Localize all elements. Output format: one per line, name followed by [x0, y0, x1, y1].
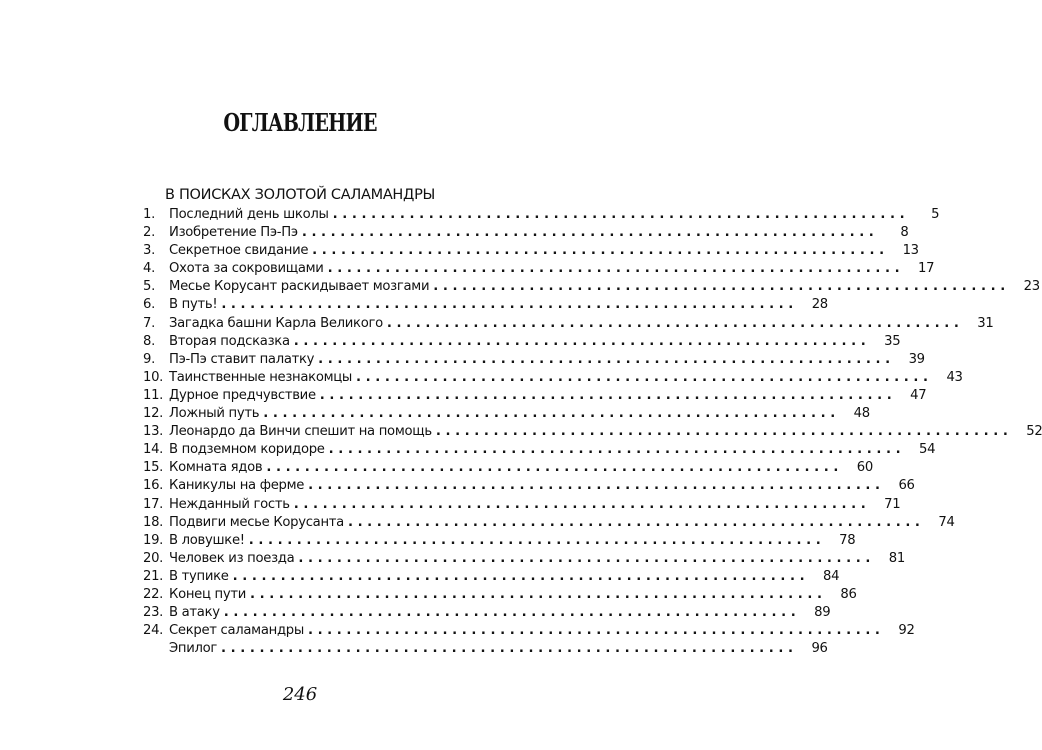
chapter-page: 17 — [918, 261, 935, 277]
toc-entry[interactable] — [143, 478, 915, 496]
toc-entry[interactable] — [143, 207, 940, 225]
chapter-number: 13. — [143, 424, 164, 440]
dot-leader: ............................................................ — [308, 478, 885, 494]
dot-leader: ............................................................ — [293, 496, 871, 512]
dot-leader: ............................................................ — [301, 225, 879, 241]
dot-leader: ............................................................ — [318, 351, 895, 367]
chapter-title: В путь! — [169, 297, 218, 313]
chapter-page: 28 — [811, 297, 828, 313]
chapter-title: Вторая подсказка — [169, 333, 290, 349]
toc-entry[interactable] — [143, 315, 994, 334]
chapter-title: Леонардо да Винчи спешит на помощь — [169, 424, 432, 440]
chapter-number: 14. — [143, 442, 164, 458]
chapter-number: 2. — [143, 225, 155, 241]
chapter-page: 86 — [840, 586, 857, 602]
book-part-title: В ПОИСКАХ ЗОЛОТОЙ САЛАМАНДРЫ — [164, 187, 436, 203]
chapter-number: 19. — [143, 532, 164, 548]
chapter-title: Пэ-Пэ ставит палатку — [169, 351, 315, 367]
chapter-number: 5. — [143, 279, 155, 295]
chapter-number: 15. — [143, 460, 164, 476]
dot-leader: ............................................................ — [248, 532, 826, 548]
dot-leader: ............................................................ — [435, 424, 1013, 440]
chapter-title: Дурное предчувствие — [169, 387, 316, 403]
toc-entry[interactable] — [143, 333, 901, 352]
chapter-number: 20. — [143, 550, 164, 566]
toc-entry[interactable] — [143, 496, 901, 515]
chapter-title: Ложный путь — [169, 406, 260, 422]
chapter-title: Загадка башни Карла Великого — [169, 315, 383, 331]
dot-leader: ............................................................ — [347, 514, 925, 530]
dot-leader: ............................................................ — [312, 243, 889, 259]
toc-entry[interactable] — [143, 297, 828, 315]
chapter-page: 81 — [888, 550, 905, 566]
dot-leader: ............................................................ — [266, 460, 843, 476]
toc-entry[interactable] — [143, 406, 870, 424]
chapter-number: 1. — [143, 207, 155, 222]
chapter-page: 47 — [910, 387, 927, 403]
chapter-title: Каникулы на ферме — [169, 478, 305, 494]
toc-entry[interactable] — [143, 532, 856, 551]
chapter-page: 35 — [884, 333, 901, 349]
chapter-number: 6. — [143, 297, 155, 313]
toc-title: ОГЛАВЛЕНИЕ — [223, 108, 377, 137]
chapter-title: Последний день школы — [169, 207, 329, 222]
dot-leader: ............................................................ — [327, 261, 905, 277]
chapter-title: В ловушке! — [169, 532, 245, 548]
chapter-page: 89 — [814, 605, 831, 621]
dot-leader: ............................................................ — [386, 315, 964, 331]
chapter-page: 74 — [938, 514, 955, 530]
chapter-title: Таинственные незнакомцы — [169, 369, 353, 385]
chapter-page: 48 — [853, 406, 870, 422]
toc-entry[interactable] — [143, 623, 915, 641]
dot-leader: ............................................................ — [356, 369, 933, 385]
chapter-number: 16. — [143, 478, 164, 494]
chapter-title: Подвиги месье Корусанта — [169, 514, 344, 530]
toc-entry[interactable] — [143, 387, 927, 406]
chapter-number: 8. — [143, 333, 155, 349]
page-number: 246 — [282, 684, 318, 705]
chapter-page: 92 — [898, 623, 915, 639]
chapter-page: 13 — [902, 243, 919, 259]
toc-entry[interactable] — [143, 243, 919, 261]
chapter-page: 60 — [856, 460, 873, 476]
dot-leader: ............................................................ — [221, 297, 798, 313]
dot-leader: ............................................................ — [250, 586, 827, 602]
chapter-number: 22. — [143, 586, 164, 602]
dot-leader: ............................................................ — [433, 279, 1010, 295]
chapter-title: Комната ядов — [169, 460, 263, 476]
toc-entry[interactable] — [143, 279, 1040, 297]
dot-leader: ............................................................ — [319, 387, 897, 403]
toc-entry[interactable] — [143, 442, 936, 460]
chapter-title: Нежданный гость — [169, 496, 290, 512]
chapter-title: Человек из поезда — [169, 550, 295, 566]
chapter-number: 11. — [143, 387, 164, 403]
dot-leader: ............................................................ — [232, 568, 810, 584]
toc-entry[interactable] — [143, 225, 909, 243]
chapter-page: 8 — [900, 225, 909, 241]
chapter-title: В подземном коридоре — [169, 442, 325, 458]
toc-entry[interactable] — [143, 261, 935, 279]
chapter-title: Эпилог — [169, 641, 218, 657]
toc-entry[interactable] — [143, 460, 873, 478]
chapter-page: 78 — [839, 532, 856, 548]
chapter-number: 17. — [143, 496, 164, 512]
toc-entry[interactable] — [143, 514, 955, 533]
chapter-title: Охота за сокровищами — [169, 261, 324, 277]
chapter-number: 18. — [143, 514, 164, 530]
chapter-page: 96 — [811, 641, 828, 657]
chapter-page: 23 — [1023, 279, 1040, 295]
chapter-page: 5 — [931, 207, 940, 222]
chapter-page: 84 — [823, 568, 840, 584]
chapter-number: 10. — [143, 369, 164, 385]
chapter-title: Месье Корусант раскидывает мозгами — [169, 279, 430, 295]
chapter-page: 54 — [919, 442, 936, 458]
toc-entry[interactable] — [143, 586, 857, 605]
dot-leader: ............................................................ — [298, 550, 875, 566]
toc-entry[interactable] — [143, 641, 828, 659]
toc-entry[interactable] — [143, 550, 905, 569]
chapter-page: 66 — [898, 478, 915, 494]
dot-leader: ............................................................ — [332, 207, 910, 222]
toc-entry[interactable] — [143, 605, 831, 623]
chapter-number: 21. — [143, 568, 164, 584]
toc-entry[interactable] — [143, 568, 840, 587]
chapter-page: 31 — [977, 315, 994, 331]
dot-leader: ............................................................ — [328, 442, 906, 458]
dot-leader: ............................................................ — [293, 333, 871, 349]
chapter-number: 3. — [143, 243, 155, 259]
chapter-page: 71 — [884, 496, 901, 512]
chapter-page: 52 — [1026, 424, 1042, 440]
dot-leader: ............................................................ — [263, 406, 840, 422]
chapter-page: 39 — [908, 351, 925, 367]
chapter-number: 24. — [143, 623, 164, 639]
toc-entry[interactable] — [143, 351, 925, 370]
chapter-title: Секретное свидание — [169, 243, 309, 259]
chapter-number: 7. — [143, 315, 155, 331]
toc-entry[interactable] — [143, 369, 963, 388]
chapter-title: Изобретение Пэ-Пэ — [169, 225, 298, 241]
chapter-title: В атаку — [169, 605, 220, 621]
toc-entry[interactable] — [143, 424, 1042, 442]
chapter-number: 12. — [143, 406, 164, 422]
dot-leader: ............................................................ — [223, 605, 801, 621]
dot-leader: ............................................................ — [307, 623, 885, 639]
chapter-title: Конец пути — [169, 586, 247, 602]
chapter-number: 4. — [143, 261, 155, 277]
dot-leader: ............................................................ — [221, 641, 798, 657]
chapter-number: 23. — [143, 605, 164, 621]
chapter-page: 43 — [946, 369, 963, 385]
chapter-title: В тупике — [169, 568, 229, 584]
chapter-title: Секрет саламандры — [169, 623, 304, 639]
chapter-number: 9. — [143, 351, 155, 367]
table-of-contents — [143, 207, 1042, 659]
